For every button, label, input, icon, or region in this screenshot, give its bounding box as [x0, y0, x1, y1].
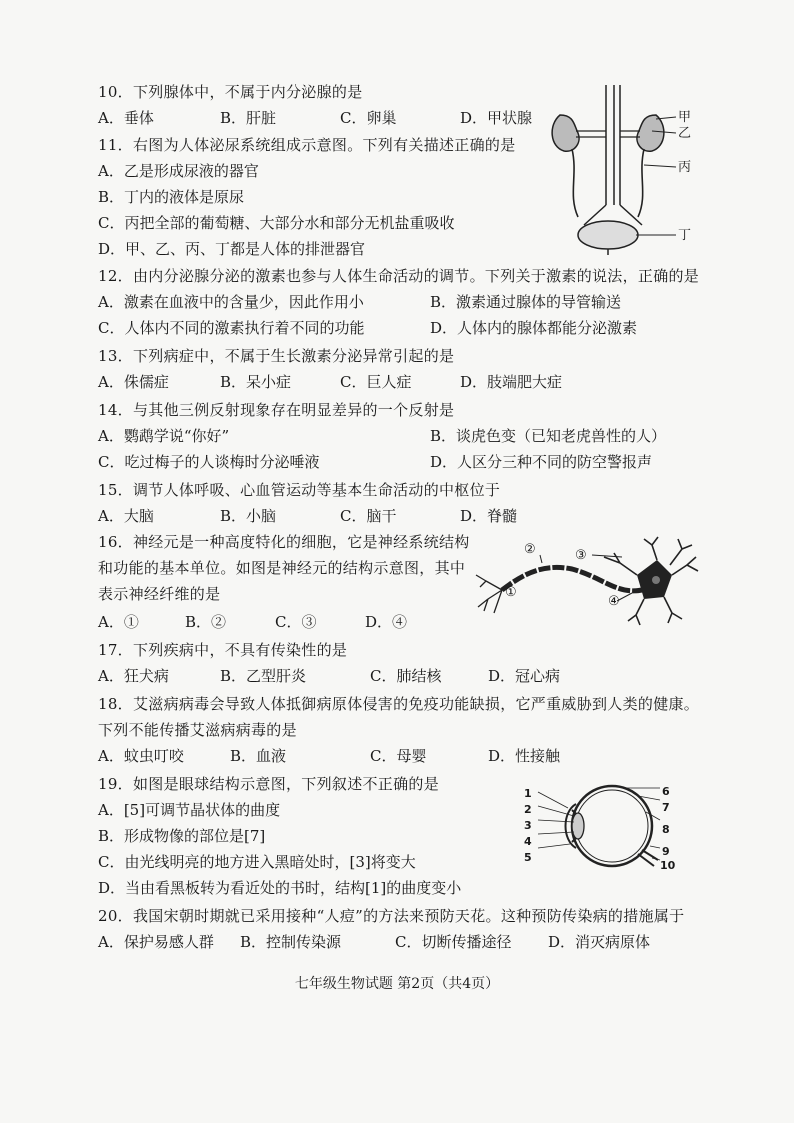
q16-stem-line-1: 16．神经元是一种高度特化的细胞，它是神经系统结构: [98, 533, 470, 551]
eye-label-2: 2: [524, 803, 532, 816]
eye-label-1: 1: [524, 787, 532, 800]
q20-stem: 20．我国宋朝时期就已采用接种“人痘”的方法来预防天花。这种预防传染病的措施属于: [98, 907, 685, 925]
q18-stem-line-1: 18．艾滋病病毒会导致人体抵御病原体侵害的免疫功能缺损，它严重威胁到人类的健康。: [98, 695, 700, 713]
eye-label-3: 3: [524, 819, 532, 832]
neuron-label-4: ④: [608, 594, 620, 609]
q11-option-d: D．甲、乙、丙、丁都是人体的排泄器官: [98, 240, 366, 258]
q19-option-a: A．[5]可调节晶状体的曲度: [98, 801, 281, 819]
q13-stem: 13．下列病症中，不属于生长激素分泌异常引起的是: [98, 347, 455, 365]
eye-label-7: 7: [662, 801, 670, 814]
q11-option-c: C．丙把全部的葡萄糖、大部分水和部分无机盐重吸收: [98, 214, 455, 232]
q13-option-a: A．侏儒症: [98, 373, 169, 391]
q17-option-a: A．狂犬病: [98, 667, 169, 685]
q15-option-a: A．大脑: [98, 507, 154, 525]
q18-stem-line-2: 下列不能传播艾滋病病毒的是: [98, 721, 297, 739]
q11-stem: 11．右图为人体泌尿系统组成示意图。下列有关描述正确的是: [98, 136, 516, 154]
urinary-label-ding: 丁: [678, 228, 692, 243]
urinary-label-bing: 丙: [678, 160, 692, 175]
q13-option-d: D．肢端肥大症: [460, 373, 563, 391]
q12-option-d: D．人体内的腺体都能分泌激素: [430, 319, 638, 337]
q16-stem-line-3: 表示神经纤维的是: [98, 585, 221, 603]
q17-option-d: D．冠心病: [488, 667, 561, 685]
q14-stem: 14．与其他三例反射现象存在明显差异的一个反射是: [98, 401, 455, 419]
eye-label-8: 8: [662, 823, 670, 836]
urinary-label-yi: 乙: [678, 126, 692, 141]
q19-option-b: B．形成物像的部位是[7]: [98, 827, 266, 845]
q18-option-b: B．血液: [230, 747, 287, 765]
q14-option-b: B．谈虎色变（已知老虎兽性的人）: [430, 427, 667, 445]
q13-option-b: B．呆小症: [220, 373, 292, 391]
q17-option-b: B．乙型肝炎: [220, 667, 307, 685]
neuron-label-1: ①: [505, 585, 517, 600]
q19-option-d: D．当由看黑板转为看近处的书时，结构[1]的曲度变小: [98, 879, 462, 897]
q20-option-b: B．控制传染源: [240, 933, 342, 951]
q20-option-c: C．切断传播途径: [395, 933, 512, 951]
q10-stem: 10．下列腺体中，不属于内分泌腺的是: [98, 83, 363, 101]
eye-figure: [542, 782, 672, 872]
q17-stem: 17．下列疾病中，不具有传染性的是: [98, 641, 348, 659]
q14-option-d: D．人区分三种不同的防空警报声: [430, 453, 653, 471]
q19-option-c: C．由光线明亮的地方进入黑暗处时，[3]将变大: [98, 853, 416, 871]
q10-option-d: D．甲状腺: [460, 109, 533, 127]
q20-option-d: D．消灭病原体: [548, 933, 651, 951]
q10-option-c: C．卵巢: [340, 109, 397, 127]
q15-stem: 15．调节人体呼吸、心血管运动等基本生命活动的中枢位于: [98, 481, 501, 499]
q16-stem-line-2: 和功能的基本单位。如图是神经元的结构示意图，其中: [98, 559, 466, 577]
q15-option-d: D．脊髓: [460, 507, 518, 525]
urinary-system-figure: [548, 85, 678, 255]
q15-option-b: B．小脑: [220, 507, 277, 525]
q16-option-b: B．②: [185, 613, 227, 631]
q12-option-b: B．激素通过腺体的导管输送: [430, 293, 622, 311]
eye-label-5: 5: [524, 851, 532, 864]
q16-option-c: C．③: [275, 613, 317, 631]
q18-option-a: A．蚊虫叮咬: [98, 747, 184, 765]
eye-label-6: 6: [662, 785, 670, 798]
neuron-label-2: ②: [524, 542, 536, 557]
q17-option-c: C．肺结核: [370, 667, 442, 685]
q11-option-a: A．乙是形成尿液的器官: [98, 162, 259, 180]
q16-option-a: A．①: [98, 613, 139, 631]
q19-stem: 19．如图是眼球结构示意图，下列叙述不正确的是: [98, 775, 439, 793]
page-footer: 七年级生物试题 第2页（共4页）: [294, 976, 500, 992]
eye-label-9: 9: [662, 845, 670, 858]
neuron-label-3: ③: [575, 548, 587, 563]
q11-option-b: B．丁内的液体是原尿: [98, 188, 245, 206]
q14-option-a: A．鹦鹉学说“你好”: [98, 427, 230, 445]
q15-option-c: C．脑干: [340, 507, 397, 525]
q20-option-a: A．保护易感人群: [98, 933, 214, 951]
q10-option-b: B．肝脏: [220, 109, 277, 127]
q12-stem: 12．由内分泌腺分泌的激素也参与人体生命活动的调节。下列关于激素的说法，正确的是: [98, 267, 700, 285]
eye-label-4: 4: [524, 835, 532, 848]
q18-option-d: D．性接触: [488, 747, 561, 765]
q10-option-a: A．垂体: [98, 109, 154, 127]
q13-option-c: C．巨人症: [340, 373, 412, 391]
q14-option-c: C．吃过梅子的人谈梅时分泌唾液: [98, 453, 320, 471]
urinary-label-jia: 甲: [678, 110, 692, 125]
q12-option-c: C．人体内不同的激素执行着不同的功能: [98, 319, 365, 337]
q16-option-d: D．④: [365, 613, 408, 631]
q18-option-c: C．母婴: [370, 747, 427, 765]
eye-label-10: 10: [660, 859, 676, 872]
q12-option-a: A．激素在血液中的含量少，因此作用小: [98, 293, 364, 311]
